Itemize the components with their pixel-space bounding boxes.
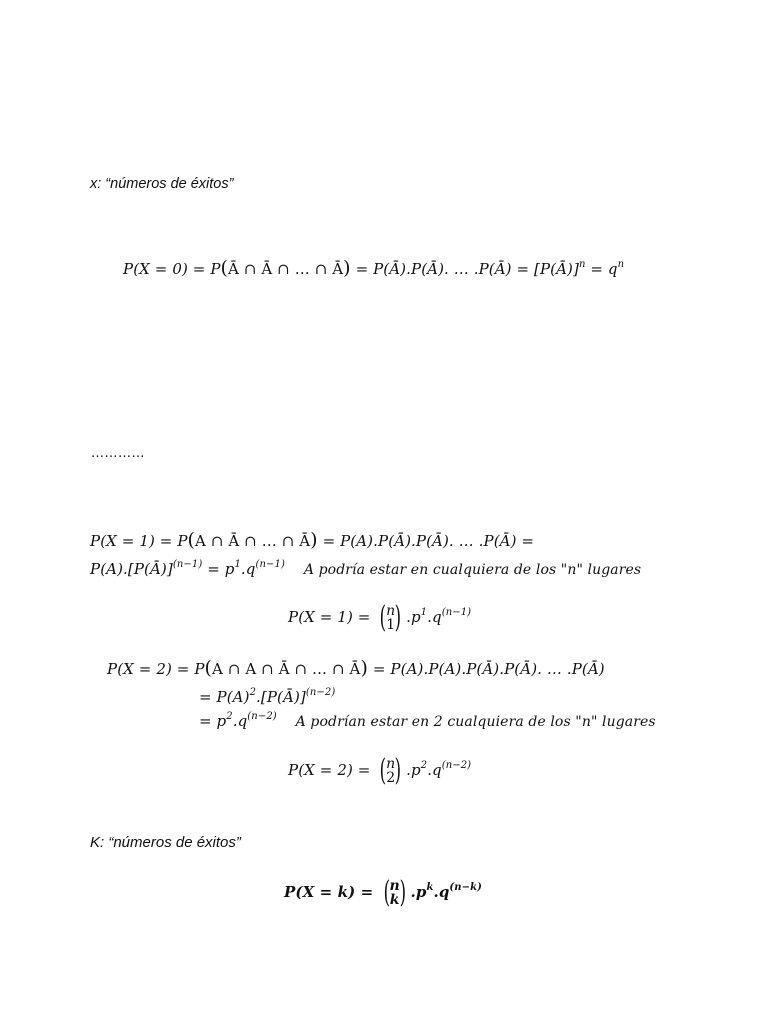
eq1-inner: A ∩ Ā ∩ … ∩ Ā (195, 532, 311, 550)
binom2-bottom: 2 (386, 770, 396, 786)
paren-open: ( (187, 529, 196, 551)
binomial-x-equals-2 (288, 753, 472, 788)
binomk-q-exp: (n−k) (449, 882, 482, 893)
eq1-line2-p-exp: 1 (234, 559, 241, 570)
binomk-rhs2: .q (433, 883, 450, 901)
binomial-coefficient: (n k) (383, 875, 406, 910)
heading-x: x: “números de éxitos” (90, 176, 234, 192)
eq2-line3-exp1: 2 (226, 711, 233, 722)
binom2-rhs: .p (406, 761, 421, 779)
paren-close: ) (343, 257, 351, 279)
separator-dots: ………… (91, 446, 145, 461)
eq0-exp-n: n (578, 259, 586, 270)
binomial-coefficient: (n 2) (379, 753, 402, 788)
paren-open: ( (220, 257, 229, 279)
eq1-line2-q-exp: (n−1) (255, 559, 285, 570)
eq2-line2-exp2: (n−2) (305, 687, 336, 698)
eq2-line3-a: = p (199, 712, 227, 730)
heading-k: K: “números de éxitos” (90, 834, 241, 851)
equation-x-equals-0 (123, 257, 625, 279)
eq1-rhs: = P(A).P(Ā).P(Ā). … .P(Ā) = (322, 532, 535, 550)
equation-x-equals-1-line1 (90, 529, 535, 551)
equation-x-equals-2-line3 (199, 712, 656, 730)
equation-x-equals-1-line2 (90, 560, 641, 578)
eq2-line3-exp2: (n−2) (247, 711, 277, 722)
eq1-line2-exp: (n−1) (172, 559, 203, 570)
binom2-p-exp: 2 (420, 760, 428, 771)
binom2-rhs2: .q (427, 761, 442, 779)
binomk-rhs: .p (410, 883, 427, 901)
binomial-x-equals-k (284, 875, 482, 910)
paren-open: ( (204, 657, 213, 679)
binomk-p-exp: k (426, 882, 434, 893)
eq0-tail-exp: n (617, 259, 625, 270)
binom2-q-exp: (n−2) (441, 760, 472, 771)
binom2-top: n (386, 756, 396, 772)
binomk-top: n (389, 878, 400, 894)
eq2-inner: A ∩ A ∩ Ā ∩ … ∩ Ā (212, 660, 361, 678)
binom1-lhs: P(X = 1) = (288, 608, 376, 626)
binomial-coefficient: (n 1) (379, 600, 402, 635)
eq0-tail: = q (585, 260, 618, 278)
binomk-lhs: P(X = k) = (284, 883, 379, 901)
eq2-rhs: = P(A).P(A).P(Ā).P(Ā). … .P(Ā) (372, 660, 605, 678)
paren-close: ) (360, 657, 369, 679)
binom2-lhs: P(X = 2) = (288, 761, 376, 779)
eq0-inner: Ā ∩ Ā ∩ … ∩ Ā (228, 260, 344, 278)
eq2-line3-b: .q (232, 712, 248, 730)
binom1-top: n (386, 603, 396, 619)
eq1-line2-c: .q (240, 560, 256, 578)
eq0-mid: = P(Ā).P(Ā). … .P(Ā) = [P(Ā)] (355, 260, 579, 278)
eq2-line2-a: = P(A) (199, 688, 250, 706)
eq1-note: A podría estar en cualquiera de los "n" lugares (303, 562, 642, 578)
eq0-lhs: P(X = 0) = P (123, 260, 221, 278)
eq1-lhs: P(X = 1) = P (90, 532, 188, 550)
binomk-bottom: k (389, 892, 400, 908)
binom1-q-exp: (n−1) (441, 607, 472, 618)
eq1-line2-a: P(A).[P(Ā)] (90, 560, 173, 578)
paren-close: ) (310, 529, 318, 551)
binomial-x-equals-1 (288, 600, 472, 635)
equation-x-equals-2-line2 (199, 688, 335, 706)
equation-x-equals-2-line1 (107, 657, 605, 679)
eq2-line2-b: .[P(Ā)] (256, 688, 306, 706)
eq1-line2-b: = p (202, 560, 235, 578)
eq2-line2-exp1: 2 (249, 687, 257, 698)
binom1-bottom: 1 (386, 617, 396, 633)
eq2-note: A podrían estar en 2 cualquiera de los "n" lugares (295, 714, 656, 730)
binom1-p-exp: 1 (420, 607, 428, 618)
eq2-lhs: P(X = 2) = P (107, 660, 205, 678)
binom1-rhs2: .q (427, 608, 442, 626)
binom1-rhs: .p (406, 608, 421, 626)
